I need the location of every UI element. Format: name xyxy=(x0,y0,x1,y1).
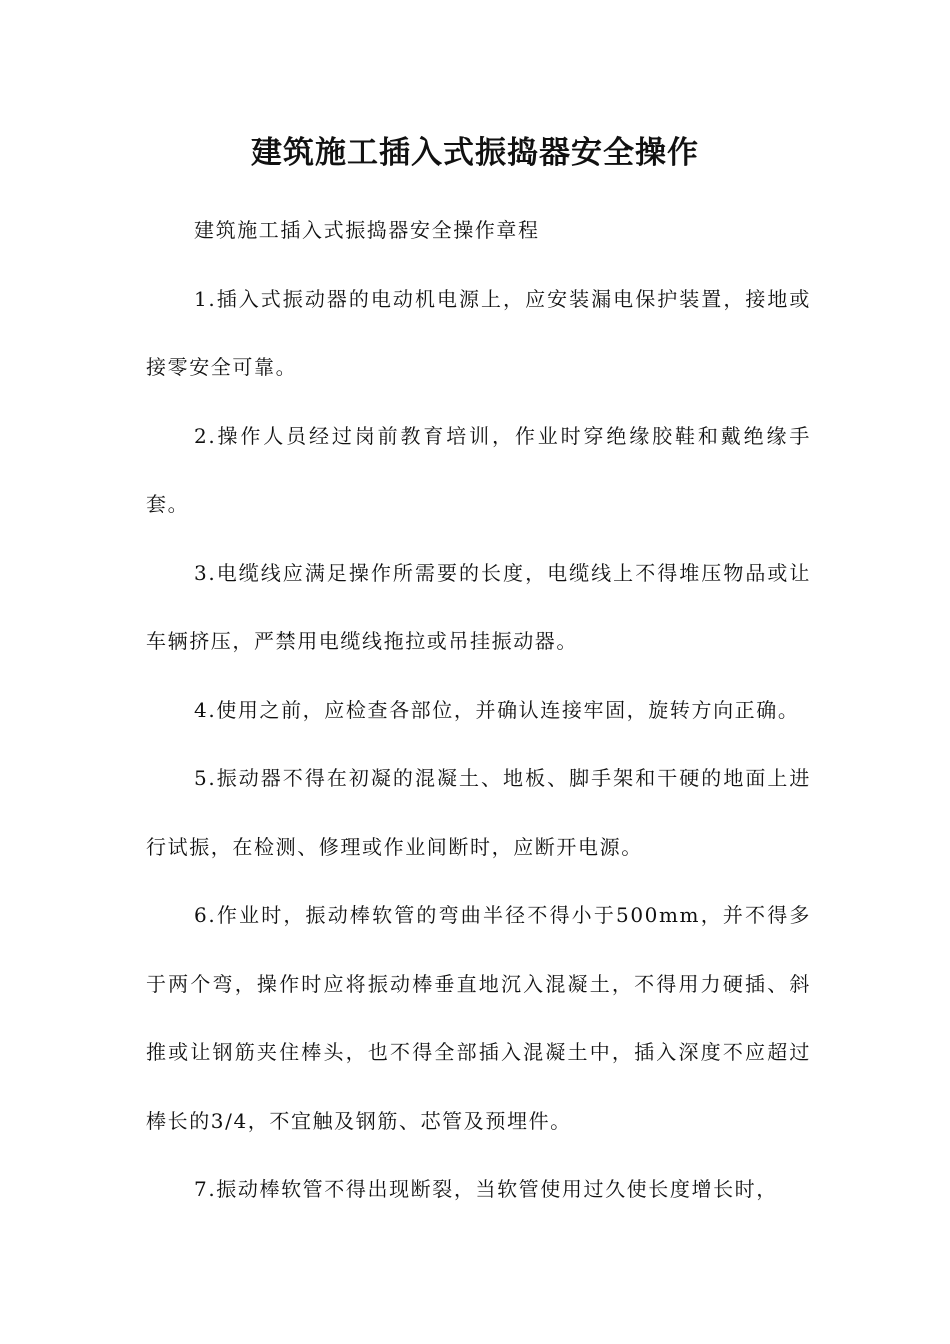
paragraph-item-1: 1.插入式振动器的电动机电源上，应安装漏电保护装置，接地或接零安全可靠。 xyxy=(146,286,811,379)
paragraph-item-2: 2.操作人员经过岗前教育培训，作业时穿绝缘胶鞋和戴绝缘手套。 xyxy=(146,423,811,516)
document-body xyxy=(146,196,811,1224)
paragraph-item-4: 4.使用之前，应检查各部位，并确认连接牢固，旋转方向正确。 xyxy=(194,697,800,722)
paragraph-item-3: 3.电缆线应满足操作所需要的长度，电缆线上不得堆压物品或让车辆挤压，严禁用电缆线拖拉或吊挂振动器。 xyxy=(146,560,811,653)
paragraph-item-5: 5.振动器不得在初凝的混凝土、地板、脚手架和干硬的地面上进行试振，在检测、修理或作业间断时，应断开电源。 xyxy=(146,766,811,859)
paragraph-item-7: 7.振动棒软管不得出现断裂，当软管使用过久使长度增长时， xyxy=(194,1177,778,1201)
paragraph-subtitle: 建筑施工插入式振捣器安全操作章程 xyxy=(194,218,540,242)
document-title: 建筑施工插入式振捣器安全操作 xyxy=(251,135,699,171)
paragraph-item-6: 6.作业时，振动棒软管的弯曲半径不得小于500mm，并不得多于两个弯，操作时应将振动棒垂直地沉入混凝土，不得用力硬插、斜推或让钢筋夹住棒头，也不得全部插入混凝土中，插入深度不应超过棒长的3/4，不宜触及钢筋、芯管及预埋件。 xyxy=(146,903,811,1133)
